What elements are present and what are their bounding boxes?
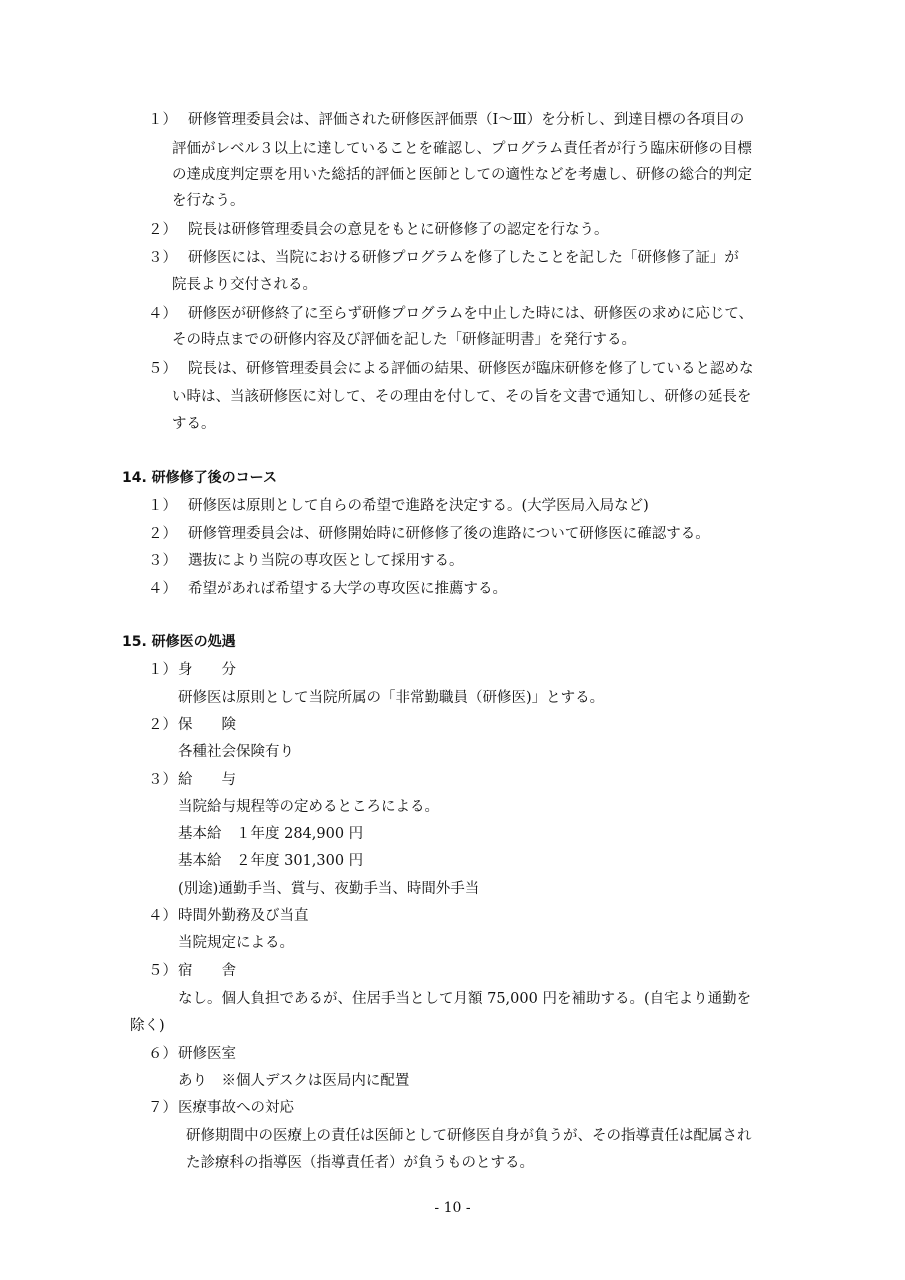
paragraph-line: 院長は、研修管理委員会による評価の結果、研修医が臨床研修を修了していると認めな <box>188 361 754 377</box>
paragraph-line: 院長より交付される。 <box>172 277 317 293</box>
item-title: 医療事故への対応 <box>178 1100 294 1116</box>
paragraph-line: 研修医が研修終了に至らず研修プログラムを中止した時には、研修医の求めに応じて、 <box>188 306 754 322</box>
item-title: 保 険 <box>178 717 236 733</box>
paragraph-line: 研修医には、当院における研修プログラムを修了したことを記した「研修修了証」が <box>188 250 739 266</box>
item-number: ７） <box>148 1100 177 1116</box>
item-detail: あり ※個人デスクは医局内に配置 <box>178 1073 410 1089</box>
salary-year-1: 基本給 １年度 284,900 円 <box>178 826 364 842</box>
item-number: ３） <box>148 772 177 788</box>
paragraph-line: 評価がレベル３以上に達していることを確認し、プログラム責任者が行う臨床研修の目標 <box>172 141 752 157</box>
item-detail: た診療科の指導医（指導責任者）が負うものとする。 <box>186 1155 534 1171</box>
item-number: １） <box>148 662 177 678</box>
item-title: 給 与 <box>178 772 236 788</box>
item-detail: なし。個人負担であるが、住居手当として月額 75,000 円を補助する。(自宅より通勤を <box>178 991 752 1007</box>
paragraph-line: い時は、当該研修医に対して、その理由を付して、その旨を文書で通知し、研修の延長を <box>172 389 752 405</box>
paragraph-line: の達成度判定票を用いた総括的評価と医師としての適性などを考慮し、研修の総合的判定 <box>172 167 752 183</box>
page-number: - 10 - <box>434 1200 471 1216</box>
item-title: 研修医室 <box>178 1046 236 1062</box>
item-title: 身 分 <box>178 662 236 678</box>
item-number: １） <box>148 498 177 514</box>
salary-year-2: 基本給 ２年度 301,300 円 <box>178 853 364 869</box>
paragraph-line: その時点までの研修内容及び評価を記した「研修証明書」を発行する。 <box>172 332 636 348</box>
item-number: ２） <box>148 222 177 238</box>
section-heading: 15. 研修医の処遇 <box>122 634 236 650</box>
list-item: 希望があれば希望する大学の専攻医に推薦する。 <box>188 581 507 597</box>
paragraph-line: 研修管理委員会は、評価された研修医評価票（Ⅰ～Ⅲ）を分析し、到達目標の各項目の <box>188 112 745 128</box>
item-number: ５） <box>148 963 177 979</box>
paragraph-line: を行なう。 <box>172 193 245 209</box>
item-detail: (別途)通勤手当、賞与、夜勤手当、時間外手当 <box>178 881 480 897</box>
paragraph-line: する。 <box>172 416 216 432</box>
list-item: 研修医は原則として自らの希望で進路を決定する。(大学医局入局など) <box>188 498 649 514</box>
item-detail: 各種社会保険有り <box>178 744 294 760</box>
item-number: ４） <box>148 581 177 597</box>
item-number: ３） <box>148 250 177 266</box>
item-detail: 研修医は原則として当院所属の「非常勤職員（研修医)」とする。 <box>178 690 605 706</box>
item-detail: 当院給与規程等の定めるところによる。 <box>178 799 439 815</box>
item-detail: 研修期間中の医療上の責任は医師として研修医自身が負うが、その指導責任は配属され <box>186 1128 752 1144</box>
item-number: ２） <box>148 526 177 542</box>
item-number: ４） <box>148 306 177 322</box>
item-number: ３） <box>148 553 177 569</box>
item-title: 宿 舎 <box>178 963 236 979</box>
item-number: ６） <box>148 1046 177 1062</box>
item-number: ４） <box>148 908 177 924</box>
item-detail: 当院規定による。 <box>178 935 294 951</box>
list-item: 選抜により当院の専攻医として採用する。 <box>188 553 464 569</box>
item-title: 時間外勤務及び当直 <box>178 908 309 924</box>
section-heading: 14. 研修修了後のコース <box>122 470 277 486</box>
item-number: ２） <box>148 717 177 733</box>
item-number: １） <box>148 112 177 128</box>
item-detail: 除く) <box>130 1018 165 1034</box>
item-number: ５） <box>148 361 177 377</box>
paragraph-line: 院長は研修管理委員会の意見をもとに研修修了の認定を行なう。 <box>188 222 609 238</box>
list-item: 研修管理委員会は、研修開始時に研修修了後の進路について研修医に確認する。 <box>188 526 710 542</box>
